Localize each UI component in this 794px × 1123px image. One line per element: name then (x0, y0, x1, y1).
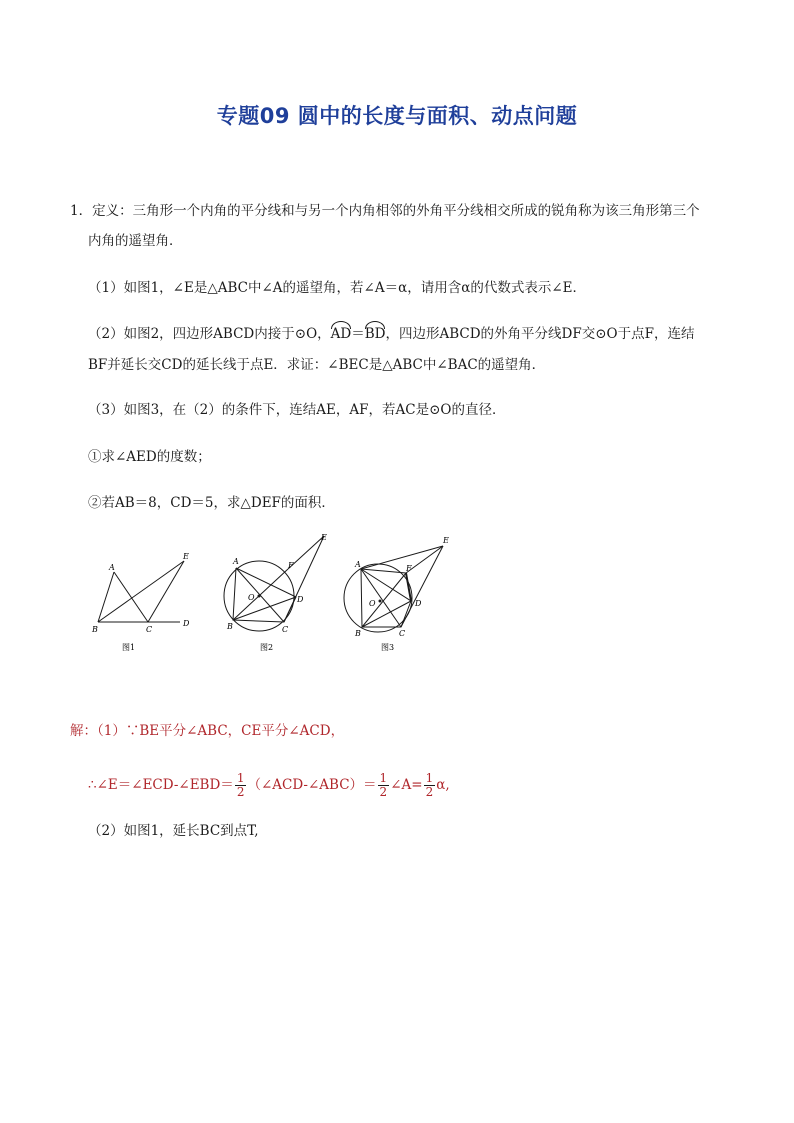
fig3-label-b: B (355, 629, 361, 638)
question-3-part-1: ①求∠AED的度数； (88, 449, 211, 465)
fraction-num: 1 (236, 771, 245, 785)
solution-line-2 (88, 772, 450, 799)
fig1-label-d: D (183, 619, 190, 628)
fig2-label-c: C (282, 625, 289, 634)
solution-step-1b-part1: ∴∠E＝∠ECD-∠EBD＝ (88, 777, 234, 793)
q2-equals: ＝ (351, 326, 365, 342)
definition-text: 定义：三角形一个内角的平分线和与另一个内角相邻的外角平分线相交所成的锐角称为该三角形第三个 (92, 203, 700, 219)
fig2-center-dot (258, 595, 261, 598)
fig1-label-b: B (92, 625, 98, 634)
fig1-label-c: C (146, 625, 153, 634)
fraction-half-2 (378, 772, 390, 799)
solution-head: 解： (70, 723, 97, 739)
question-3: （3）如图3，在（2）的条件下，连结AE，AF，若AC是⊙O的直径． (88, 402, 506, 418)
fig2-label-f: F (288, 561, 294, 570)
fig3-label-e: E (443, 536, 449, 545)
fig2-label-d: D (297, 595, 304, 604)
question-3-part-2: ②若AB＝8，CD＝5，求△DEF的面积． (88, 495, 335, 511)
problem-number: 1． (70, 203, 93, 219)
question-1: （1）如图1，∠E是△ABC中∠A的遥望角，若∠A＝α，请用含α的代数式表示∠E． (88, 280, 586, 296)
solution-step-1a: （1）∵BE平分∠ABC，CE平分∠ACD， (97, 723, 345, 739)
definition-line-2: 内角的遥望角． (88, 233, 183, 249)
geometry-figures (88, 528, 468, 658)
figure-3 (344, 546, 443, 632)
figure-2 (224, 536, 324, 631)
q2-text-a: （2）如图2，四边形ABCD内接于⊙O， (88, 326, 331, 342)
solution-step-1b-part4: α, (436, 777, 450, 793)
fig2-label-a: A (233, 557, 239, 566)
fig3-label-f: F (406, 564, 412, 573)
fig3-label-d: D (415, 599, 422, 608)
fig3-caption: 图3 (381, 643, 395, 652)
fig2-label-b: B (227, 622, 233, 631)
fraction-num: 1 (379, 771, 388, 785)
fig3-center-dot (379, 600, 382, 603)
fig3-label-a: A (355, 560, 361, 569)
fig3-label-c: C (399, 629, 406, 638)
question-2-line-2: BF并延长交CD的延长线于点E．求证：∠BEC是△ABC中∠BAC的遥望角． (88, 357, 546, 373)
solution-step-1b-part2: （∠ACD-∠ABC）＝ (247, 777, 377, 793)
fig1-label-a: A (109, 563, 115, 572)
definition-line-1 (70, 201, 700, 221)
fig2-caption: 图2 (260, 643, 274, 652)
fraction-half-1 (235, 772, 247, 799)
fraction-den: 2 (425, 785, 434, 799)
solution-step-1b-part3: ∠A= (390, 777, 423, 793)
fig1-caption: 图1 (122, 643, 136, 652)
page-title: 专题09 圆中的长度与面积、动点问题 (216, 104, 578, 128)
arc-ad: AD (330, 326, 352, 342)
fig3-label-o: O (369, 599, 376, 608)
fig1-label-e: E (183, 552, 189, 561)
fig2-label-o: O (248, 593, 255, 602)
fraction-den: 2 (236, 785, 245, 799)
fraction-den: 2 (379, 785, 388, 799)
arc-bd: BD (364, 326, 386, 342)
q2-text-b: ，四边形ABCD的外角平分线DF交⊙O于点F，连结 (385, 326, 695, 342)
fig2-label-e: E (321, 533, 327, 542)
solution-line-1 (70, 721, 344, 741)
question-2-line-1 (88, 324, 694, 344)
fraction-half-3 (424, 772, 436, 799)
fraction-num: 1 (425, 771, 434, 785)
solution-line-3: （2）如图1，延长BC到点T, (88, 823, 259, 839)
